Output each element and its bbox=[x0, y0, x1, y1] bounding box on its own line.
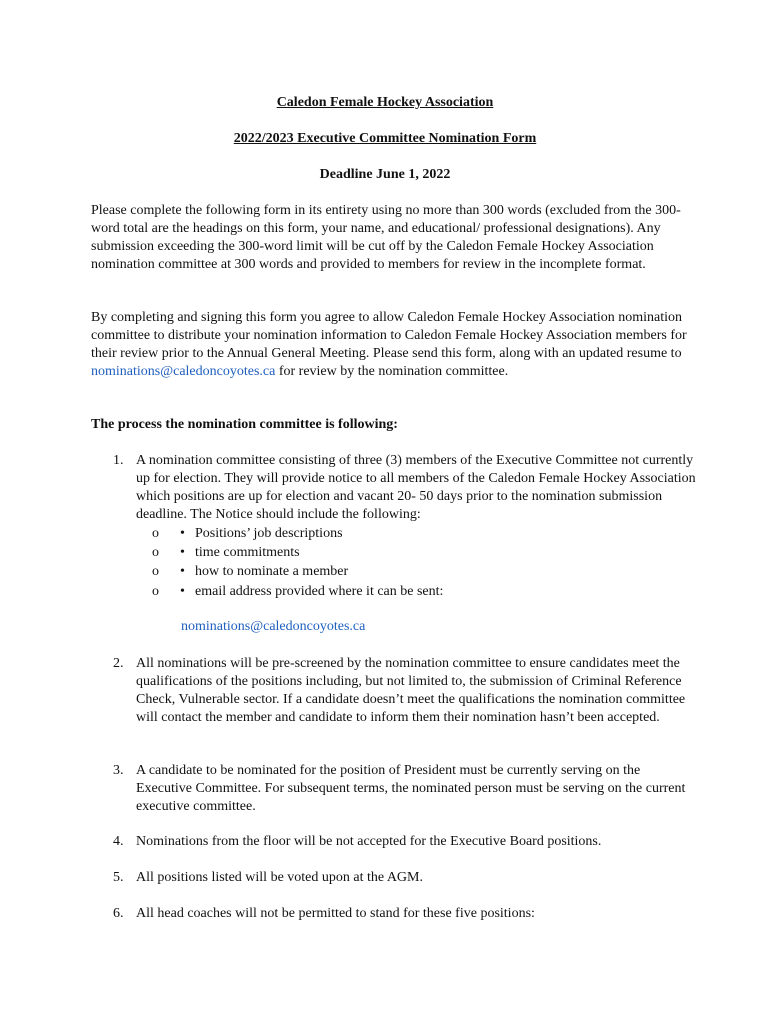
bullet-icon: • bbox=[180, 564, 185, 579]
item-number: 5. bbox=[113, 870, 124, 885]
circle-marker-icon: o bbox=[152, 526, 159, 541]
form-title: 2022/2023 Executive Committee Nomination Form bbox=[233, 131, 537, 146]
intro-paragraph-2-tail: for review by the nomination committee. bbox=[275, 364, 509, 379]
sub-bullet-text: email address provided where it can be sent: bbox=[195, 584, 444, 599]
deadline: Deadline June 1, 2022 bbox=[319, 167, 451, 182]
item-text: Nominations from the floor will be not accepted for the Executive Board positions. bbox=[136, 834, 602, 849]
intro-paragraph-1: Please complete the following form in its entirety using no more than 300 words (excluded from the 300-word total are the headings on this form, your name, and educational/ professional designations). Any submission exceeding the 300-word limit will be cut off by the Caledon Female Hockey Association nomination committee at 300 words and provided to members for review in the incomplete format. bbox=[91, 203, 681, 272]
org-name-title: Caledon Female Hockey Association bbox=[276, 95, 494, 110]
item-number: 3. bbox=[113, 763, 124, 778]
sub-bullet-text: Positions’ job descriptions bbox=[195, 526, 343, 541]
sub-bullet-text: how to nominate a member bbox=[195, 564, 349, 579]
intro-paragraph-2-text: By completing and signing this form you agree to allow Caledon Female Hockey Association nomination committee to distribute your nomination information to Caledon Female Hockey Association members for their review prior to the Annual General Meeting. Please send this form, along with an updated resume to bbox=[91, 310, 687, 361]
circle-marker-icon: o bbox=[152, 584, 159, 599]
nominations-email-link[interactable]: nominations@caledoncoyotes.ca bbox=[91, 364, 276, 379]
item-number: 1. bbox=[113, 453, 124, 468]
nominations-email-link-2[interactable]: nominations@caledoncoyotes.ca bbox=[181, 619, 366, 634]
circle-marker-icon: o bbox=[152, 564, 159, 579]
bullet-icon: • bbox=[180, 526, 185, 541]
item-text: All nominations will be pre-screened by the nomination committee to ensure candidates meet the qualifications of the positions including, but not limited to, the submission of Criminal Reference Check, Vulnerable sector. If a candidate doesn’t meet the qualifications the nomination committee will contact the member and candidate to inform them their nomination hasn’t been accepted. bbox=[136, 656, 686, 725]
bullet-icon: • bbox=[180, 545, 185, 560]
intro-paragraph-2 bbox=[91, 309, 691, 381]
item-text: All head coaches will not be permitted to stand for these five positions: bbox=[136, 906, 535, 921]
item-number: 6. bbox=[113, 906, 124, 921]
item-text: A candidate to be nominated for the position of President must be currently serving on the Executive Committee. For subsequent terms, the nominated person must be serving on the current executive committee. bbox=[136, 763, 686, 814]
item-number: 2. bbox=[113, 656, 124, 671]
item-number: 4. bbox=[113, 834, 124, 849]
sub-bullet-text: time commitments bbox=[195, 545, 300, 560]
process-heading: The process the nomination committee is following: bbox=[91, 417, 398, 432]
item-text: A nomination committee consisting of three (3) members of the Executive Committee not currently up for election. They will provide notice to all members of the Caledon Female Hockey Association which positions are up for election and vacant 20- 50 days prior to the nomination submission deadline. The Notice should include the following: bbox=[136, 453, 696, 522]
item-text: All positions listed will be voted upon at the AGM. bbox=[136, 870, 423, 885]
bullet-icon: • bbox=[180, 584, 185, 599]
circle-marker-icon: o bbox=[152, 545, 159, 560]
